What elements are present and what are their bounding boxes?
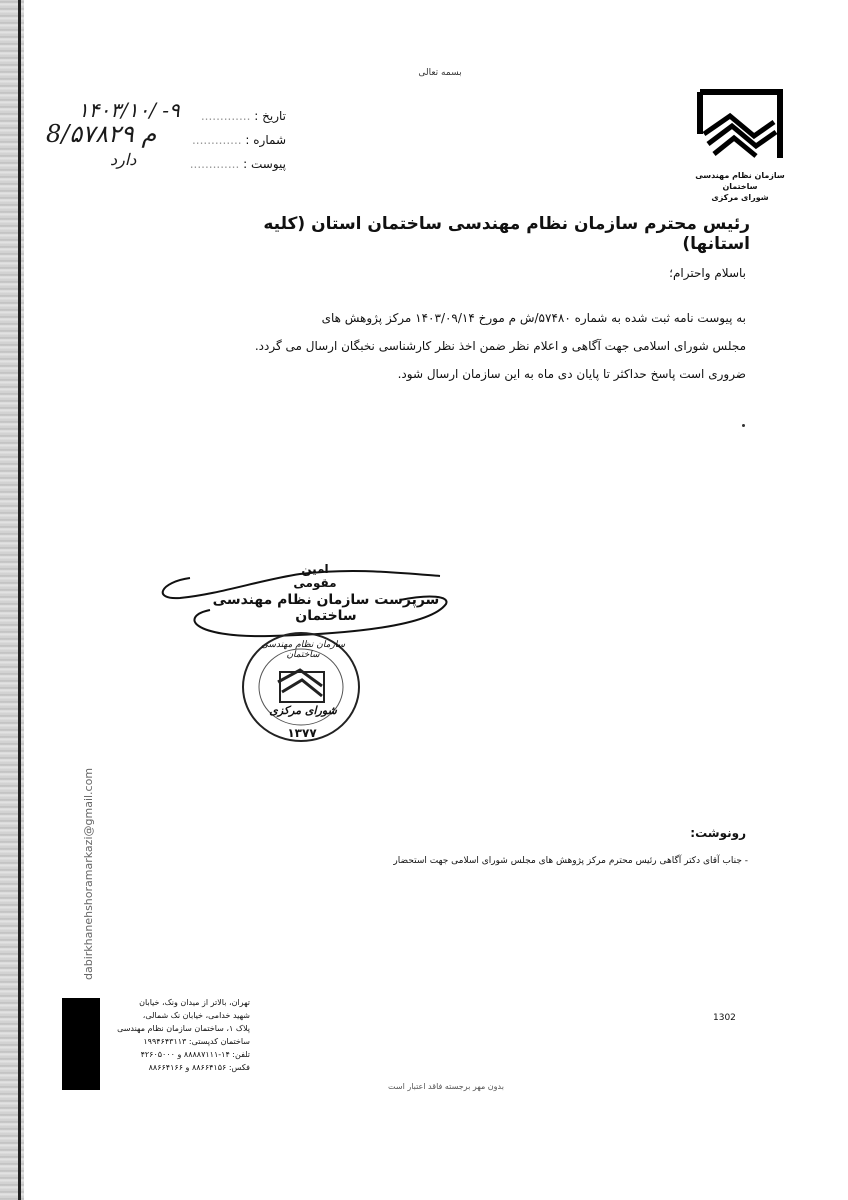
seal-text-top: سازمان نظام مهندسی ساختمان <box>260 640 346 660</box>
address-block <box>104 996 250 1074</box>
stray-dot <box>742 424 745 427</box>
letter-meta: تاریخ : ............. شماره : ............. پیوست : ............. <box>156 104 286 176</box>
body-line-3: ضروری است پاسخ حداکثر تا پایان دی ماه به این سازمان ارسال شود. <box>397 367 746 381</box>
cc-title: رونوشت: <box>690 826 746 840</box>
address-line: پلاک ۱، ساختمان سازمان نظام مهندسی <box>117 1024 250 1033</box>
attachment-label: پیوست : <box>243 157 286 171</box>
salutation: باسلام واحترام؛ <box>669 266 746 280</box>
address-line: ساختمان کدپستی: ۱۹۹۴۶۴۳۱۱۳ <box>143 1037 250 1046</box>
number-label: شماره : <box>245 133 286 147</box>
document-code: 1302 <box>713 1013 736 1023</box>
address-line: فکس: ۸۸۶۶۴۱۵۶ و ۸۸۶۶۴۱۶۶ <box>148 1063 250 1072</box>
letter-title: رئیس محترم سازمان نظام مهندسی ساختمان استان (کلیه استانها) <box>263 214 750 254</box>
cc-item: - جناب آقای دکتر آگاهی رئیس محترم مرکز پژوهش های مجلس شورای اسلامی جهت استحضار <box>393 856 748 866</box>
bismillah-header: بسمه تعالی <box>418 68 462 78</box>
date-label: تاریخ : <box>254 109 286 123</box>
body-line-2: مجلس شورای اسلامی جهت آگاهی و اعلام نظر ضمن اخذ نظر کارشناسی نخبگان ارسال می گردد. <box>254 339 746 353</box>
black-bar <box>62 998 100 1090</box>
seal-year: ۱۳۷۷ <box>287 726 317 740</box>
signer-name: امین مقومی <box>293 562 337 590</box>
org-name-line1: سازمان نظام مهندسی ساختمان <box>695 171 785 191</box>
handwritten-attachment: دارد <box>110 150 137 169</box>
org-name-line2: شورای مرکزی <box>711 193 769 202</box>
scan-border-line <box>18 0 21 1200</box>
handwritten-number: 8/۵۷۸۲۹ م <box>46 120 157 148</box>
seal-text-bottom: شورای مرکزی <box>269 704 337 717</box>
letter-body <box>126 304 746 388</box>
footer-note: بدون مهر برجسته فاقد اعتبار است <box>388 1082 504 1091</box>
side-email: dabirkhanehshoramarkazi@gmail.com <box>82 767 95 980</box>
signer-title: سرپرست سازمان نظام مهندسی ساختمان <box>212 592 440 624</box>
address-line: تلفن: ۱۴-۸۸۸۸۷۱۱۱ و ۴۲۶۰۵۰۰۰ <box>140 1050 250 1059</box>
address-line: تهران، بالاتر از میدان ونک، خیابان <box>139 998 250 1007</box>
body-line-1: به پیوست نامه ثبت شده به شماره ۵۷۴۸۰/ش م مورخ ۱۴۰۳/۰۹/۱۴ مرکز پژوهش های <box>321 311 746 325</box>
org-name <box>690 170 790 203</box>
handwritten-date: ۱۴۰۳/۱۰/ -۹ <box>78 98 180 122</box>
address-line: شهید خدامی، خیابان نک شمالی، <box>142 1011 250 1020</box>
